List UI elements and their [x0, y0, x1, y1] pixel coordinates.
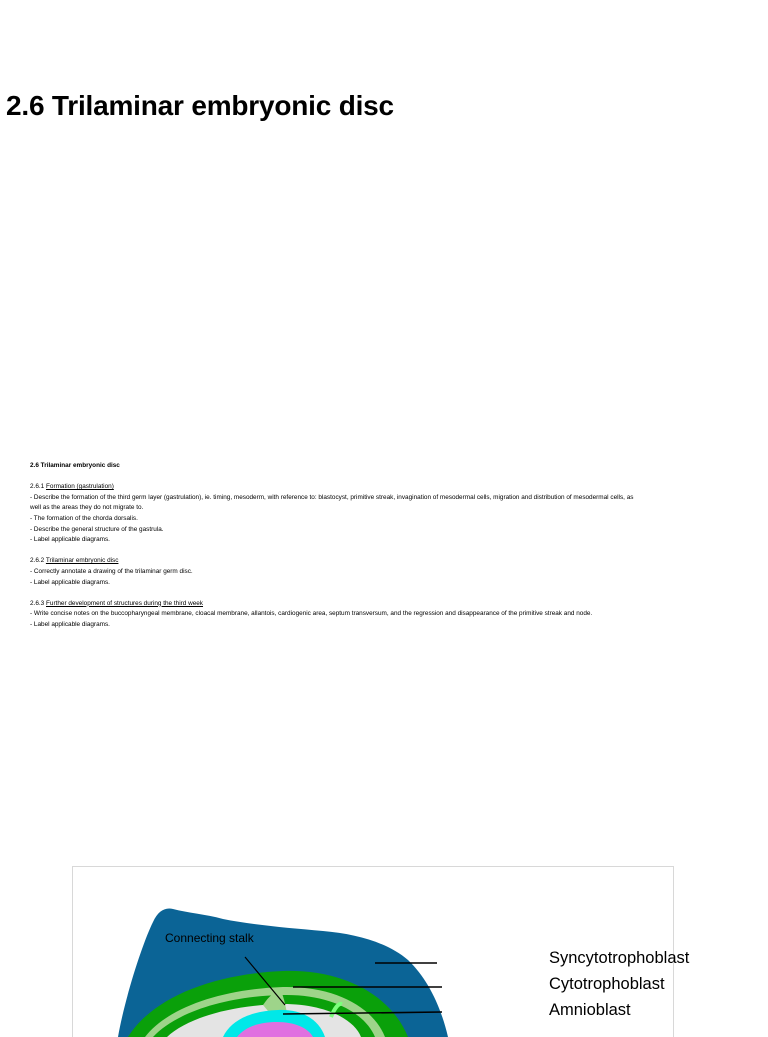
section-heading: [30, 556, 640, 567]
outline-section-2-6-2: [30, 556, 640, 588]
section-number: 2.6.3: [30, 599, 45, 607]
learning-outcomes: [30, 461, 640, 631]
outcome-item: - Correctly annotate a drawing of the trilaminar germ disc.: [30, 567, 193, 575]
syncytiotrophoblast-label: Syncytotrophoblast: [549, 949, 690, 967]
section-topic: Further development of structures during the third week: [46, 599, 204, 607]
section-number: 2.6.1: [30, 483, 45, 491]
outcome-item: - Describe the formation of the third germ layer (gastrulation), ie. timing, mesoderm, with reference to: blastocyst, primitive streak, invagination of mesodermal cells, migration and distribution of mesodermal cells, as well as the areas they do not migrate to.: [30, 493, 634, 512]
outline-section-2-6-3: [30, 599, 640, 631]
page-title: 2.6 Trilaminar embryonic disc: [6, 90, 394, 121]
outline-heading: 2.6 Trilaminar embryonic disc: [30, 462, 120, 469]
outline-section-2-6-1: [30, 482, 640, 546]
outcome-item: - Describe the general structure of the gastrula.: [30, 525, 164, 533]
cytotrophoblast-label: Cytotrophoblast: [549, 975, 665, 993]
connecting-stalk-label: Connecting stalk: [165, 931, 254, 945]
outcome-item: - The formation of the chorda dorsalis.: [30, 514, 138, 522]
outcome-item: - Write concise notes on the buccopharyngeal membrane, cloacal membrane, allantois, cardiogenic area, septum transversum, and the regression and disappearance of the primitive streak and node.: [30, 610, 593, 618]
section-topic: Trilaminar embryonic disc: [45, 557, 119, 565]
section-topic: Formation (gastrulation): [46, 483, 114, 491]
section-heading: [30, 599, 640, 610]
section-number: 2.6.2: [30, 557, 45, 565]
section-heading: [30, 482, 640, 493]
outcome-item: - Label applicable diagrams.: [30, 620, 110, 628]
outcome-item: - Label applicable diagrams.: [30, 536, 110, 544]
embryo-diagram: [72, 866, 690, 1037]
outcome-item: - Label applicable diagrams.: [30, 578, 110, 586]
amnioblast-label: Amnioblast: [549, 1001, 631, 1019]
